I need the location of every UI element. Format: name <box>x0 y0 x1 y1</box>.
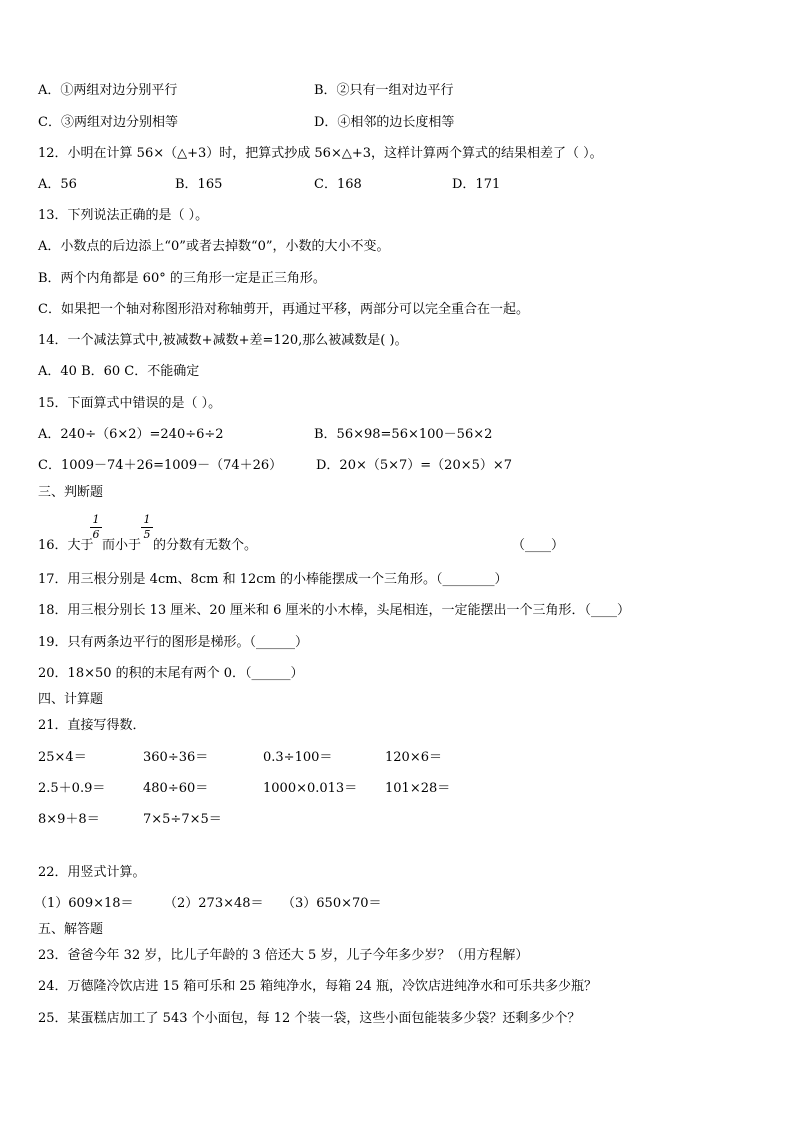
q15-option-a: A．240÷（6×2）=240÷6÷2 <box>38 427 224 442</box>
q14-options: A．40 B．60 C．不能确定 <box>38 364 200 379</box>
q16-answer-blank[interactable]: （____） <box>512 538 565 553</box>
q12-option-b: B．165 <box>175 177 223 192</box>
q21-r1-c4: 120×6＝ <box>385 750 442 765</box>
q21-r2-c2: 480÷60＝ <box>143 781 209 796</box>
q16-fraction-2-denominator: 5 <box>143 528 151 541</box>
q22-item-3: （3）650×70＝ <box>282 896 382 911</box>
q15-option-c: C．1009－74＋26=1009－（74＋26） <box>38 458 283 473</box>
q22-item-2: （2）273×48＝ <box>164 896 264 911</box>
q15-stem: 15．下面算式中错误的是（ ）。 <box>38 396 222 411</box>
q23: 23．爸爸今年 32 岁，比儿子年龄的 3 倍还大 5 岁，儿子今年多少岁？（用方程解） <box>38 948 529 963</box>
q11-option-c: C．③两组对边分别相等 <box>38 115 178 130</box>
q22-item-1: （1）609×18＝ <box>34 896 134 911</box>
q12-option-c: C．168 <box>314 177 362 192</box>
q16-fraction-1-numerator: 1 <box>92 513 100 526</box>
q16-text-middle: 而小于 <box>102 538 142 553</box>
q21-r1-c2: 360÷36＝ <box>143 750 209 765</box>
q16-fraction-1 <box>90 514 102 541</box>
q24: 24．万德隆冷饮店进 15 箱可乐和 25 箱纯净水，每箱 24 瓶，冷饮店进纯净水和可乐共多少瓶？ <box>38 979 597 994</box>
q25: 25．某蛋糕店加工了 543 个小面包，每 12 个装一袋，这些小面包能装多少袋？还剩多少个？ <box>38 1011 581 1026</box>
q17: 17．用三根分别是 4cm、8cm 和 12cm 的小棒能摆成一个三角形。（________） <box>38 572 508 587</box>
q21-r1-c3: 0.3÷100＝ <box>263 750 333 765</box>
q20: 20．18×50 的积的末尾有两个 0．（______） <box>38 666 304 681</box>
q16-text-before: 16．大于 <box>38 538 94 553</box>
q21-r3-c2: 7×5÷7×5＝ <box>143 812 222 827</box>
section-3-heading: 三、判断题 <box>38 485 104 500</box>
q12-stem: 12．小明在计算 56×（△+3）时，把算式抄成 56×△+3，这样计算两个算式的结果相差了（ ）。 <box>38 146 603 161</box>
q15-option-d: D．20×（5×7）=（20×5）×7 <box>316 458 513 473</box>
q21-r2-c4: 101×28＝ <box>385 781 451 796</box>
q11-option-b: B．②只有一组对边平行 <box>314 83 454 98</box>
q21-r2-c1: 2.5＋0.9＝ <box>38 781 106 796</box>
q18: 18．用三根分别长 13 厘米、20 厘米和 6 厘米的小木棒，头尾相连，一定能摆出一个三角形．（____） <box>38 603 631 618</box>
q21-r2-c3: 1000×0.013＝ <box>263 781 358 796</box>
q11-option-a: A．①两组对边分别平行 <box>38 83 178 98</box>
q16-fraction-2-numerator: 1 <box>143 513 151 526</box>
q21-r3-c1: 8×9＋8＝ <box>38 812 100 827</box>
section-5-heading: 五、解答题 <box>38 922 104 937</box>
q16-text-after: 的分数有无数个。 <box>153 538 258 553</box>
q15-option-b: B．56×98=56×100－56×2 <box>314 427 493 442</box>
q11-option-d: D．④相邻的边长度相等 <box>314 115 455 130</box>
q22-stem: 22．用竖式计算。 <box>38 865 146 880</box>
q19: 19．只有两条边平行的图形是梯形。（______） <box>38 635 309 650</box>
q12-option-d: D．171 <box>452 177 501 192</box>
q12-option-a: A．56 <box>38 177 77 192</box>
q13-option-b: B．两个内角都是 60° 的三角形一定是正三角形。 <box>38 271 326 286</box>
q21-r1-c1: 25×4＝ <box>38 750 87 765</box>
section-4-heading: 四、计算题 <box>38 692 104 707</box>
q14-stem: 14．一个减法算式中,被减数+减数+差=120,那么被减数是( )。 <box>38 333 408 348</box>
q16-fraction-2 <box>141 514 153 541</box>
q13-stem: 13．下列说法正确的是（ ）。 <box>38 208 209 223</box>
q13-option-c: C．如果把一个轴对称图形沿对称轴剪开，再通过平移，两部分可以完全重合在一起。 <box>38 302 529 317</box>
q13-option-a: A．小数点的后边添上“0”或者去掉数“0”，小数的大小不变。 <box>38 239 390 254</box>
q21-stem: 21．直接写得数． <box>38 718 146 733</box>
q16-fraction-1-denominator: 6 <box>92 528 100 541</box>
